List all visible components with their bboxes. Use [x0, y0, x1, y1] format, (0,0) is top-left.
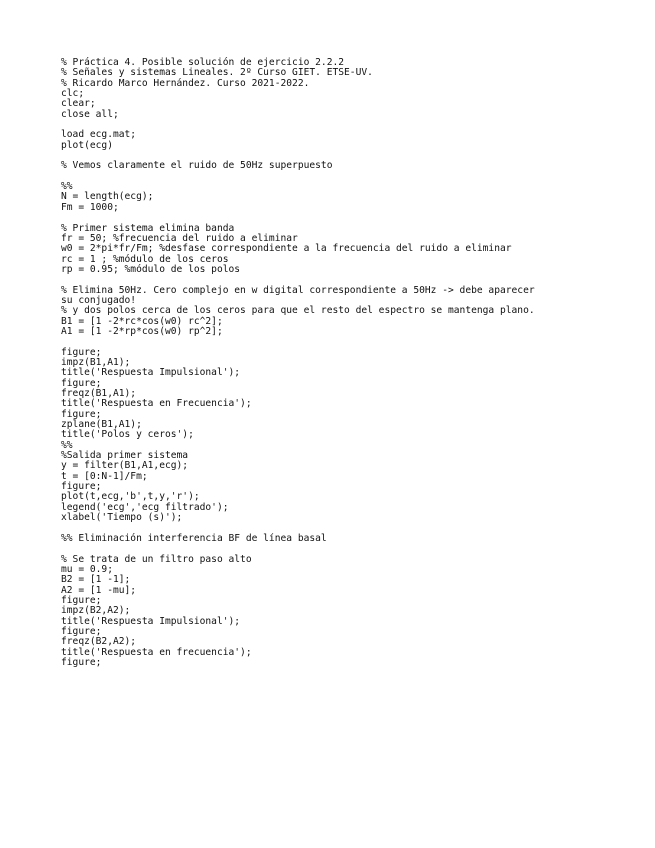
code-line: su conjugado! — [61, 294, 137, 306]
code-line: y = filter(B1,A1,ecg); — [61, 460, 189, 472]
code-line: % Vemos claramente el ruido de 50Hz superpuesto — [61, 160, 333, 172]
code-line: impz(B1,A1); — [61, 356, 131, 368]
code-line: fr = 50; %frecuencia del ruido a eliminar — [61, 232, 298, 244]
code-line: Fm = 1000; — [61, 201, 119, 213]
code-line: % Ricardo Marco Hernández. Curso 2021-2022. — [61, 77, 310, 89]
code-line: %Salida primer sistema — [61, 450, 189, 462]
code-line: figure; — [61, 656, 102, 668]
code-line: rp = 0.95; %módulo de los polos — [61, 263, 241, 275]
code-line: rc = 1 ; %módulo de los ceros — [61, 253, 229, 265]
blank-line — [61, 213, 621, 223]
code-line: t = [0:N-1]/Fm; — [61, 470, 148, 482]
code-line: title('Respuesta en frecuencia'); — [61, 646, 252, 658]
code-line: A1 = [1 -2*rp*cos(w0) rp^2]; — [61, 325, 223, 337]
code-line: %% Eliminación interferencia BF de línea basal — [61, 532, 327, 544]
code-line: title('Respuesta en Frecuencia'); — [61, 398, 252, 410]
code-line: %% — [61, 439, 73, 451]
code-line: freqz(B2,A2); — [61, 636, 137, 648]
blank-line — [61, 544, 621, 554]
code-line: figure; — [61, 377, 102, 389]
code-line: plot(t,ecg,'b',t,y,'r'); — [61, 491, 200, 503]
code-line: title('Respuesta Impulsional'); — [61, 615, 241, 627]
code-line: clear; — [61, 98, 96, 110]
code-line: figure; — [61, 481, 102, 493]
code-line: figure; — [61, 625, 102, 637]
code-line: % Elimina 50Hz. Cero complejo en w digital correspondiente a 50Hz -> debe aparecer — [61, 284, 535, 296]
code-line: % Primer sistema elimina banda — [61, 222, 235, 234]
code-line: figure; — [61, 594, 102, 606]
code-line: impz(B2,A2); — [61, 605, 131, 617]
code-line: legend('ecg','ecg filtrado'); — [61, 501, 229, 513]
code-line: plot(ecg) — [61, 139, 113, 151]
code-line: % y dos polos cerca de los ceros para que el resto del espectro se mantenga plano. — [61, 305, 535, 317]
code-line: xlabel('Tiempo (s)'); — [61, 512, 183, 524]
blank-line — [61, 275, 621, 285]
code-line: mu = 0.9; — [61, 563, 113, 575]
code-line: title('Respuesta Impulsional'); — [61, 367, 241, 379]
code-line: % Se trata de un filtro paso alto — [61, 553, 252, 565]
code-line: A2 = [1 -mu]; — [61, 584, 137, 596]
code-line: close all; — [61, 108, 119, 120]
blank-line — [61, 172, 621, 182]
code-line: B2 = [1 -1]; — [61, 574, 131, 586]
code-line: title('Polos y ceros'); — [61, 429, 194, 441]
code-line: %% — [61, 181, 73, 193]
code-line: B1 = [1 -2*rc*cos(w0) rc^2]; — [61, 315, 223, 327]
code-line: N = length(ecg); — [61, 191, 154, 203]
code-line: load ecg.mat; — [61, 129, 137, 141]
code-line: % Práctica 4. Posible solución de ejercicio 2.2.2 — [61, 57, 345, 68]
code-line: % Señales y sistemas Lineales. 2º Curso GIET. ETSE-UV. — [61, 67, 373, 79]
code-line: freqz(B1,A1); — [61, 388, 137, 399]
code-line: zplane(B1,A1); — [61, 419, 142, 431]
code-line: w0 = 2*pi*fr/Fm; %desfase correspondiente a la frecuencia del ruido a eliminar — [61, 243, 512, 255]
matlab-code-listing — [61, 58, 621, 668]
blank-line — [61, 120, 621, 130]
blank-line — [61, 337, 621, 347]
code-line: clc; — [61, 88, 85, 100]
code-line: figure; — [61, 408, 102, 420]
code-line: figure; — [61, 346, 102, 358]
